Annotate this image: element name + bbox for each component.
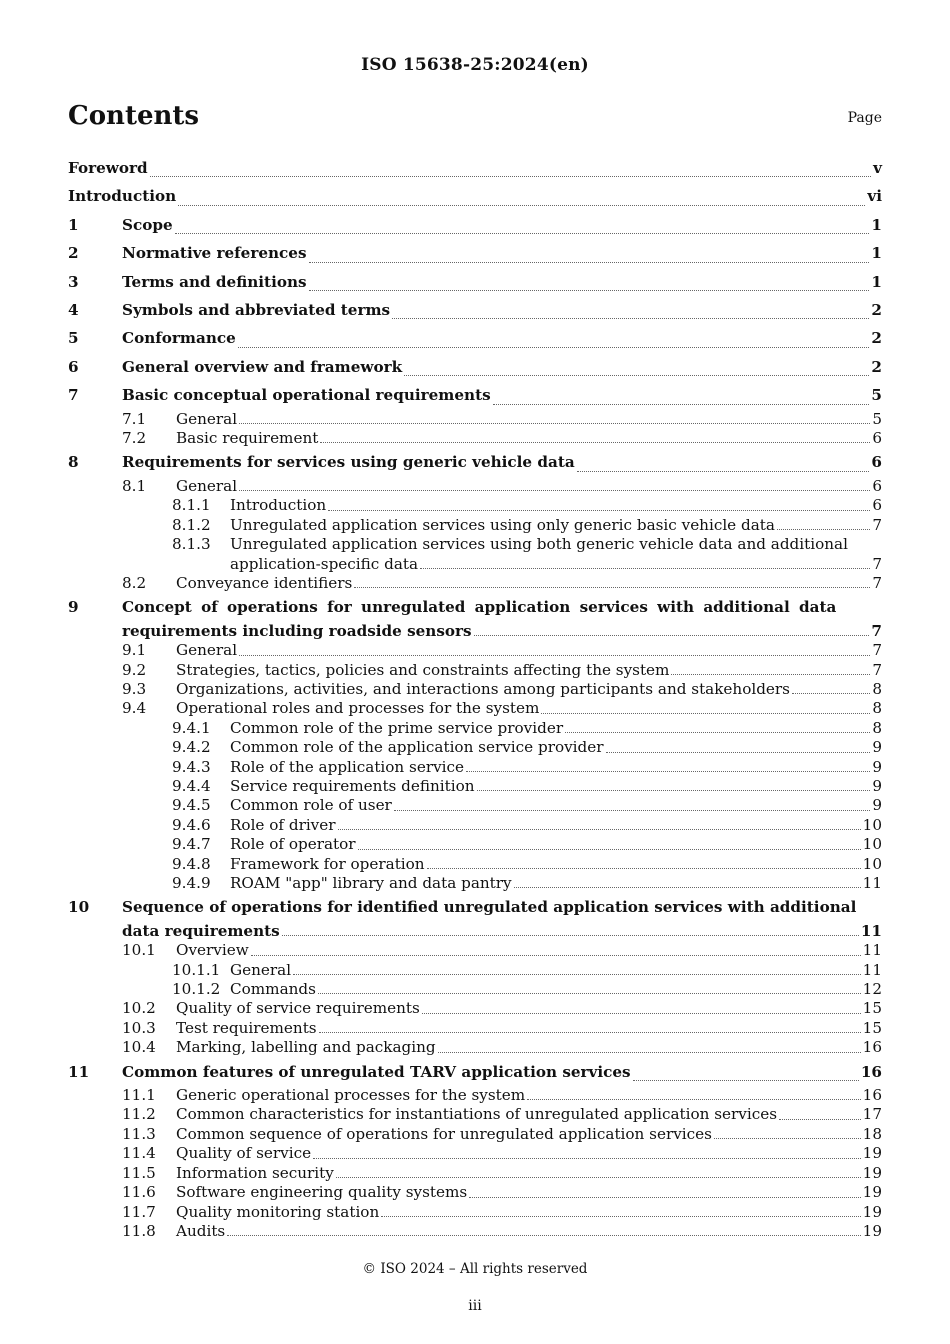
toc-page: 1 — [871, 215, 882, 234]
toc-title: Generic operational processes for the system — [176, 1086, 526, 1105]
toc-title: Information security — [176, 1163, 334, 1182]
toc-page: 9 — [872, 796, 882, 815]
page-title: Contents — [68, 101, 200, 131]
toc-page: 19 — [862, 1202, 882, 1221]
dot-leader — [477, 789, 871, 791]
toc-number: 11.4 — [122, 1144, 156, 1163]
table-of-contents — [68, 154, 882, 1241]
toc-number: 9.1 — [122, 641, 147, 660]
toc-page: 16 — [860, 1062, 882, 1081]
toc-entry-11[interactable] — [68, 1058, 882, 1086]
toc-title: Audits — [176, 1221, 226, 1240]
toc-title: General overview and framework — [122, 357, 403, 376]
toc-entry-9-4-1[interactable] — [68, 719, 882, 738]
toc-page: 19 — [862, 1163, 882, 1182]
toc-page: 7 — [872, 573, 882, 592]
toc-page: 16 — [862, 1086, 882, 1105]
dot-leader — [309, 261, 870, 263]
dot-leader — [493, 403, 870, 405]
toc-entry-4[interactable] — [68, 296, 882, 324]
toc-number: 9.4.4 — [172, 776, 211, 795]
toc-number: 2 — [68, 244, 79, 263]
toc-entry-9-4-9[interactable] — [68, 874, 882, 893]
dot-leader — [239, 654, 870, 656]
dot-leader — [320, 441, 870, 443]
toc-title: Terms and definitions — [122, 272, 307, 291]
toc-entry-11-8[interactable] — [68, 1222, 882, 1241]
dot-leader — [422, 1012, 861, 1014]
toc-entry-9-4-2[interactable] — [68, 738, 882, 757]
toc-page: 10 — [862, 815, 882, 834]
toc-entry-10-1[interactable] — [68, 941, 882, 960]
toc-page: 19 — [862, 1183, 882, 1202]
toc-title: Commands — [230, 980, 316, 999]
toc-number: 9.4.1 — [172, 718, 211, 737]
toc-number: 10.1.2 — [172, 980, 221, 999]
toc-number: 8.1 — [122, 476, 147, 495]
toc-title: Framework for operation — [230, 854, 425, 873]
toc-title: Operational roles and processes for the system — [176, 699, 540, 718]
toc-title: Marking, labelling and packaging — [176, 1038, 436, 1057]
toc-title: Foreword — [68, 159, 148, 177]
toc-number: 10.1.1 — [172, 960, 221, 979]
toc-entry-8-1-3[interactable] — [68, 535, 882, 554]
toc-number: 9.4.9 — [172, 874, 211, 892]
toc-number: 11.8 — [122, 1221, 156, 1240]
toc-entry-3[interactable] — [68, 268, 882, 296]
dot-leader — [469, 1196, 860, 1198]
toc-number: 11.1 — [122, 1086, 156, 1105]
toc-number: 10.1 — [122, 941, 156, 960]
toc-entry-9-2[interactable] — [68, 661, 882, 680]
toc-number: 9.4.7 — [172, 835, 211, 854]
toc-entry-10-4[interactable] — [68, 1038, 882, 1057]
toc-title: Common role of the prime service provider — [230, 718, 564, 737]
toc-page: 2 — [871, 357, 882, 376]
toc-page: 5 — [871, 386, 882, 405]
toc-title: Overview — [176, 941, 249, 960]
toc-page: 7 — [871, 621, 882, 640]
dot-leader — [238, 346, 870, 348]
dot-leader — [541, 712, 870, 714]
toc-entry-9-4-3[interactable] — [68, 758, 882, 777]
dot-leader — [577, 470, 870, 472]
dot-leader — [354, 586, 870, 588]
dot-leader — [392, 317, 869, 319]
toc-page: 8 — [872, 718, 882, 737]
dot-leader — [239, 489, 870, 491]
toc-title: Symbols and abbreviated terms — [122, 301, 391, 320]
toc-title: Conveyance identifiers — [176, 573, 353, 592]
toc-number: 11.7 — [122, 1202, 156, 1221]
toc-title: Test requirements — [176, 1018, 317, 1037]
toc-entry-11-6[interactable] — [68, 1183, 882, 1202]
toc-page: 6 — [872, 476, 882, 495]
toc-page: 16 — [862, 1038, 882, 1057]
toc-number: 9.4.6 — [172, 815, 211, 834]
toc-entry-7[interactable] — [68, 381, 882, 409]
toc-title: General — [176, 409, 238, 428]
toc-number: 9.4 — [122, 699, 147, 718]
toc-page: 7 — [872, 554, 882, 573]
toc-number: 8.1.1 — [172, 496, 211, 515]
toc-title: Role of driver — [230, 815, 336, 834]
toc-entry-10-1-2[interactable] — [68, 980, 882, 999]
toc-number: 11 — [68, 1062, 90, 1081]
toc-entry-9-continued[interactable] — [68, 622, 882, 641]
toc-number: 8.1.2 — [172, 515, 211, 534]
toc-title: Normative references — [122, 244, 307, 263]
toc-title: application-specific data — [230, 554, 419, 573]
toc-page: 5 — [872, 409, 882, 428]
toc-page: 6 — [872, 496, 882, 515]
toc-page: 17 — [862, 1105, 882, 1124]
dot-leader — [714, 1137, 861, 1139]
toc-page: vi — [867, 187, 882, 206]
toc-number: 10.4 — [122, 1038, 156, 1057]
dot-leader — [779, 1118, 861, 1120]
toc-entry-8-1-3-continued[interactable] — [68, 555, 882, 574]
toc-title: Strategies, tactics, policies and constraints affecting the system — [176, 660, 670, 679]
toc-title: Common characteristics for instantiations of unregulated application services — [176, 1105, 778, 1124]
toc-title: Common role of the application service provider — [230, 738, 604, 757]
dot-leader — [313, 1157, 861, 1159]
toc-page: 7 — [872, 515, 882, 534]
dot-leader — [438, 1051, 861, 1053]
toc-entry-7-1[interactable] — [68, 410, 882, 429]
dot-leader — [328, 509, 870, 511]
toc-title: Unregulated application services using only generic basic vehicle data — [230, 515, 775, 534]
toc-title: Role of operator — [230, 835, 356, 854]
toc-page: 11 — [860, 921, 882, 940]
toc-entry-6[interactable] — [68, 353, 882, 381]
toc-number: 11.6 — [122, 1183, 156, 1202]
toc-entry-9-4-5[interactable] — [68, 796, 882, 815]
dot-leader — [239, 422, 870, 424]
toc-number: 9.4.2 — [172, 738, 211, 757]
toc-page: 8 — [872, 699, 882, 718]
dot-leader — [427, 867, 861, 869]
toc-page: 10 — [862, 835, 882, 854]
toc-title: ROAM "app" library and data pantry — [230, 874, 512, 892]
dot-leader — [381, 1215, 860, 1217]
dot-leader — [606, 751, 871, 753]
dot-leader — [527, 1098, 861, 1100]
toc-number: 6 — [68, 357, 79, 376]
toc-number: 1 — [68, 215, 79, 234]
toc-page: 18 — [862, 1124, 882, 1143]
toc-title: General — [176, 476, 238, 495]
toc-entry-1[interactable] — [68, 211, 882, 239]
toc-page: 19 — [862, 1221, 882, 1240]
toc-entry-10[interactable] — [68, 893, 882, 921]
toc-page: 11 — [862, 960, 882, 979]
dot-leader — [251, 954, 861, 956]
page-number: iii — [468, 1298, 482, 1314]
toc-title: Common features of unregulated TARV application services — [122, 1062, 631, 1081]
page-column-label: Page — [847, 110, 882, 126]
toc-entry-9-4-7[interactable] — [68, 835, 882, 854]
toc-page: 9 — [872, 757, 882, 776]
toc-page: 10 — [862, 854, 882, 873]
dot-leader — [150, 175, 872, 177]
toc-title: Scope — [122, 215, 173, 234]
toc-page: 2 — [871, 301, 882, 320]
toc-entry-9-3[interactable] — [68, 680, 882, 699]
toc-page: 1 — [871, 272, 882, 291]
toc-title: Basic conceptual operational requirements — [122, 386, 491, 405]
toc-entry-7-2[interactable] — [68, 429, 882, 448]
document-id: ISO 15638-25:2024(en) — [361, 55, 589, 75]
toc-entry-2[interactable] — [68, 239, 882, 267]
toc-entry-8-1-2[interactable] — [68, 516, 882, 535]
dot-leader — [293, 973, 861, 975]
toc-number: 10.2 — [122, 999, 156, 1018]
dot-leader — [671, 673, 870, 675]
toc-title: data requirements — [122, 921, 280, 940]
toc-entry-11-2[interactable] — [68, 1105, 882, 1124]
dot-leader — [404, 374, 869, 376]
toc-page: 9 — [872, 738, 882, 757]
toc-page: 2 — [871, 329, 882, 348]
toc-page: 7 — [872, 660, 882, 679]
toc-title: Requirements for services using generic vehicle data — [122, 453, 575, 472]
toc-number: 11.5 — [122, 1163, 156, 1182]
toc-page: 11 — [862, 874, 882, 892]
toc-title: Service requirements definition — [230, 776, 475, 795]
toc-title: Role of the application service — [230, 757, 465, 776]
dot-leader — [633, 1079, 859, 1081]
toc-title: Basic requirement — [176, 429, 319, 448]
dot-leader — [466, 770, 870, 772]
dot-leader — [394, 809, 871, 811]
dot-leader — [336, 1176, 861, 1178]
toc-entry-8-1[interactable] — [68, 477, 882, 496]
toc-page: 15 — [862, 1018, 882, 1037]
toc-entry-9-1[interactable] — [68, 641, 882, 660]
toc-entry-10-2[interactable] — [68, 999, 882, 1018]
toc-entry-9-4-4[interactable] — [68, 777, 882, 796]
toc-title: Concept of operations for unregulated application services with additional data — [122, 598, 837, 617]
toc-title: Introduction — [230, 496, 327, 515]
toc-page: 9 — [872, 776, 882, 795]
toc-number: 10 — [68, 898, 90, 917]
toc-page: 15 — [862, 999, 882, 1018]
dot-leader — [777, 528, 870, 530]
toc-number: 9.4.5 — [172, 796, 211, 815]
toc-title: Quality monitoring station — [176, 1202, 380, 1221]
toc-page: 19 — [862, 1144, 882, 1163]
toc-title: Software engineering quality systems — [176, 1183, 468, 1202]
dot-leader — [227, 1234, 860, 1236]
toc-entry-5[interactable] — [68, 324, 882, 352]
toc-number: 9 — [68, 598, 79, 617]
toc-number: 9.2 — [122, 660, 147, 679]
toc-title: General — [176, 641, 238, 660]
toc-title: Common role of user — [230, 796, 392, 815]
dot-leader — [319, 1031, 861, 1033]
toc-number: 11.3 — [122, 1124, 156, 1143]
toc-entry-9-4[interactable] — [68, 699, 882, 718]
toc-number: 7.1 — [122, 409, 147, 428]
toc-entry-11-7[interactable] — [68, 1203, 882, 1222]
dot-leader — [338, 828, 861, 830]
toc-number: 3 — [68, 272, 79, 291]
toc-page: 12 — [862, 980, 882, 999]
toc-number: 9.4.8 — [172, 854, 211, 873]
dot-leader — [358, 848, 861, 850]
toc-title: General — [230, 960, 292, 979]
toc-number: 9.3 — [122, 679, 147, 698]
toc-number: 7 — [68, 386, 79, 405]
toc-number: 5 — [68, 329, 79, 348]
toc-entry-10-1-1[interactable] — [68, 961, 882, 980]
toc-number: 10.3 — [122, 1018, 156, 1037]
toc-number: 8 — [68, 453, 79, 472]
toc-entry-10-continued[interactable] — [68, 922, 882, 941]
toc-title: Sequence of operations for identified unregulated application services with additional — [122, 898, 857, 917]
toc-entry-10-3[interactable] — [68, 1019, 882, 1038]
toc-page: 11 — [862, 941, 882, 960]
toc-number: 4 — [68, 301, 79, 320]
toc-entry-11-3[interactable] — [68, 1125, 882, 1144]
toc-title: Common sequence of operations for unregulated application services — [176, 1124, 712, 1143]
dot-leader — [175, 232, 870, 234]
dot-leader — [474, 634, 870, 636]
toc-title: Conformance — [122, 329, 236, 348]
toc-entry-11-5[interactable] — [68, 1164, 882, 1183]
toc-page: 6 — [871, 453, 882, 472]
toc-entry-9[interactable] — [68, 593, 882, 621]
dot-leader — [514, 886, 861, 888]
toc-title: Quality of service — [176, 1144, 312, 1163]
toc-page: 6 — [872, 429, 882, 448]
copyright-notice: © ISO 2024 – All rights reserved — [362, 1261, 588, 1277]
dot-leader — [792, 692, 870, 694]
toc-entry-8-1-1[interactable] — [68, 496, 882, 515]
toc-page: 1 — [871, 244, 882, 263]
toc-number: 7.2 — [122, 429, 147, 448]
dot-leader — [420, 567, 870, 569]
toc-entry-9-4-6[interactable] — [68, 816, 882, 835]
toc-entry-8-2[interactable] — [68, 574, 882, 593]
dot-leader — [282, 934, 859, 936]
toc-entry-11-4[interactable] — [68, 1144, 882, 1163]
toc-page: 7 — [872, 641, 882, 660]
toc-title: Introduction — [68, 187, 177, 206]
toc-entry-introduction[interactable] — [68, 182, 882, 210]
toc-number: 11.2 — [122, 1105, 156, 1124]
dot-leader — [318, 992, 861, 994]
toc-entry-9-4-8[interactable] — [68, 855, 882, 874]
toc-number: 9.4.3 — [172, 757, 211, 776]
toc-title: requirements including roadside sensors — [122, 621, 472, 640]
dot-leader — [565, 731, 870, 733]
toc-number: 8.1.3 — [172, 535, 211, 554]
dot-leader — [309, 289, 870, 291]
toc-entry-foreword[interactable] — [68, 154, 882, 182]
dot-leader — [178, 204, 865, 206]
toc-page: v — [873, 159, 882, 177]
toc-number: 8.2 — [122, 573, 147, 592]
toc-entry-8[interactable] — [68, 448, 882, 476]
toc-title: Quality of service requirements — [176, 999, 420, 1018]
toc-page: 8 — [872, 679, 882, 698]
toc-title: Organizations, activities, and interactions among participants and stakeholders — [176, 679, 790, 698]
toc-title: Unregulated application services using both generic vehicle data and additional — [230, 535, 848, 554]
toc-entry-11-1[interactable] — [68, 1086, 882, 1105]
